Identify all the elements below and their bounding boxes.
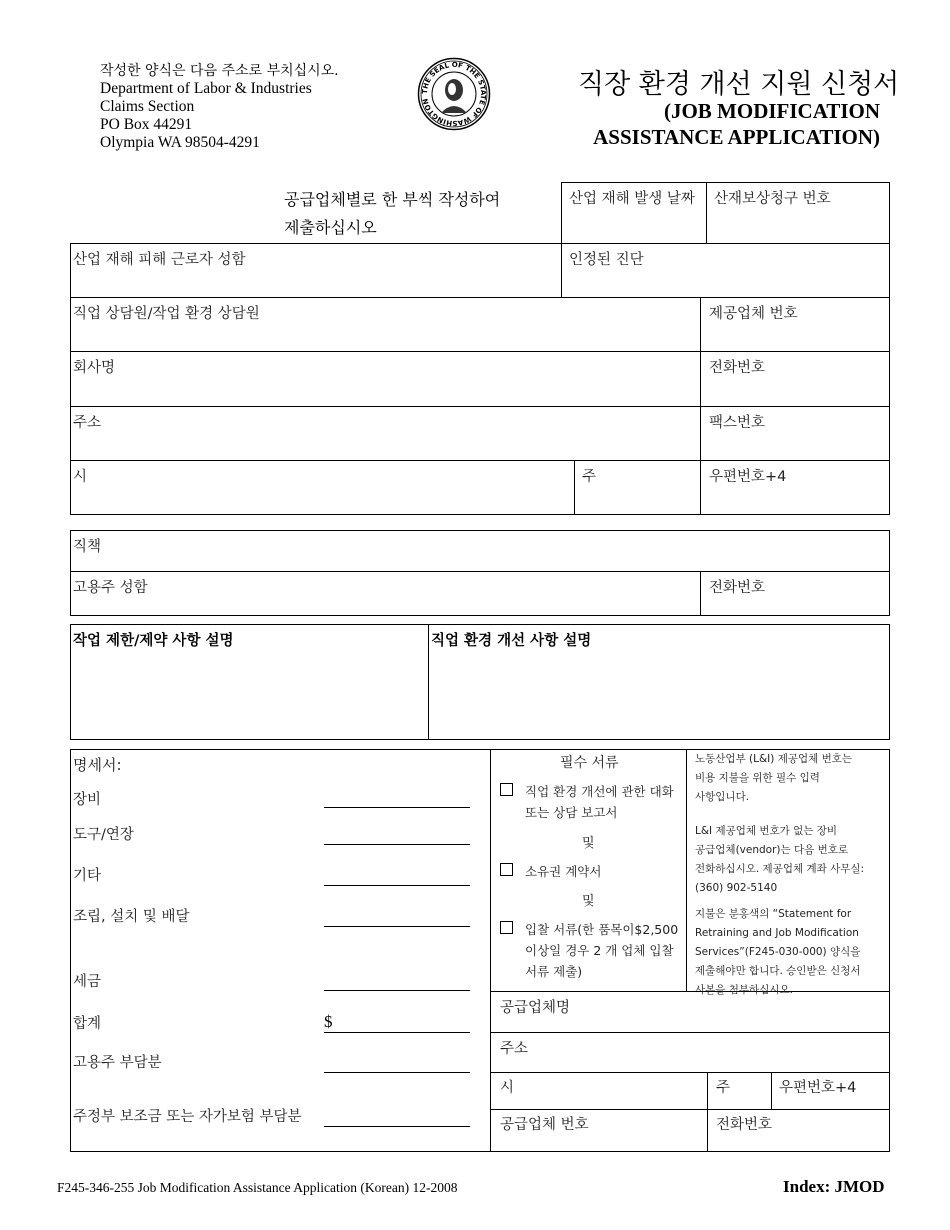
vendor-state-field[interactable]: 주 bbox=[716, 1080, 731, 1096]
ownership-contract-checkbox[interactable] bbox=[500, 863, 513, 876]
equipment-label: 장비 bbox=[73, 792, 102, 808]
instruction-line: 제출하십시오 bbox=[284, 218, 377, 237]
tools-amount-line[interactable] bbox=[324, 844, 470, 845]
other-amount-line[interactable] bbox=[324, 885, 470, 886]
assembly-amount-line[interactable] bbox=[324, 926, 470, 927]
mailing-address bbox=[100, 80, 312, 152]
title-english-line2: ASSISTANCE APPLICATION) bbox=[593, 125, 880, 149]
employment-section bbox=[70, 530, 890, 616]
doc3-line1: 입찰 서류(한 품목이$2,500 bbox=[525, 922, 679, 937]
total-label: 합계 bbox=[73, 1016, 102, 1032]
mailing-instruction: 작성한 양식은 다음 주소로 부치십시오. bbox=[100, 63, 339, 79]
payment-note bbox=[695, 905, 887, 1000]
doc1-line2: 또는 상담 보고서 bbox=[525, 805, 618, 820]
note-line: 사본을 첨부하십시오. bbox=[695, 984, 793, 996]
other-label: 기타 bbox=[73, 868, 102, 884]
phone-field[interactable]: 전화번호 bbox=[709, 360, 766, 376]
dollar-sign: $ bbox=[324, 1012, 333, 1031]
modifications-description-field[interactable]: 직업 환경 개선 사항 설명 bbox=[431, 633, 592, 649]
note-line: 공급업체(vendor)는 다음 번호로 bbox=[695, 844, 849, 856]
equipment-amount-line[interactable] bbox=[324, 807, 470, 808]
index-label: Index: JMOD bbox=[783, 1177, 885, 1196]
state-share-line[interactable] bbox=[324, 1126, 470, 1127]
vendor-name-field[interactable]: 공급업체명 bbox=[500, 1000, 571, 1016]
doc3-line3: 서류 제출) bbox=[525, 964, 583, 979]
note-line: 제출해야만 합니다. 승인받은 신청서 bbox=[695, 965, 861, 977]
address-line: Department of Labor & Industries bbox=[100, 80, 312, 97]
note-line: 지불은 분홍색의 “Statement for bbox=[695, 908, 852, 920]
vendor-call-note bbox=[695, 822, 887, 898]
bid-documents-checkbox[interactable] bbox=[500, 921, 513, 934]
note-line: (360) 902-5140 bbox=[695, 882, 778, 894]
and-label: 및 bbox=[582, 836, 595, 851]
employer-share-label: 고용주 부담분 bbox=[73, 1055, 162, 1071]
employer-phone-field[interactable]: 전화번호 bbox=[709, 580, 766, 596]
note-line: 사항입니다. bbox=[695, 791, 750, 803]
claim-number-field[interactable]: 산재보상청구 번호 bbox=[714, 191, 831, 207]
conversation-report-checkbox[interactable] bbox=[500, 783, 513, 796]
vendor-city-field[interactable]: 시 bbox=[500, 1080, 515, 1096]
worker-name-field[interactable]: 산업 재해 피해 근로자 성함 bbox=[73, 252, 246, 268]
restrictions-description-field[interactable]: 작업 제한/제약 사항 설명 bbox=[73, 633, 234, 649]
instruction-line: 공급업체별로 한 부씩 작성하여 bbox=[284, 190, 501, 209]
zip-field[interactable]: 우편번호+4 bbox=[709, 469, 787, 485]
vendor-address-field[interactable]: 주소 bbox=[500, 1041, 529, 1057]
note-line: 노동산업부 (L&I) 제공업체 번호는 bbox=[695, 753, 853, 765]
itemization-title: 명세서: bbox=[73, 756, 122, 774]
address-line: Olympia WA 98504-4291 bbox=[100, 134, 260, 151]
required-docs-title: 필수 서류 bbox=[560, 755, 619, 771]
title-english bbox=[578, 98, 880, 150]
address-line: PO Box 44291 bbox=[100, 116, 193, 133]
address-field[interactable]: 주소 bbox=[73, 415, 102, 431]
title-korean: 직장 환경 개선 지원 신청서 bbox=[578, 69, 900, 100]
state-seal bbox=[417, 57, 491, 131]
total-amount-line[interactable] bbox=[324, 1032, 470, 1033]
employer-share-line[interactable] bbox=[324, 1072, 470, 1073]
tax-label: 세금 bbox=[73, 974, 102, 990]
employer-name-field[interactable]: 고용주 성함 bbox=[73, 580, 148, 596]
assembly-label: 조립, 설치 및 배달 bbox=[73, 909, 190, 925]
provider-number-note bbox=[695, 750, 887, 807]
doc2-label: 소유권 계약서 bbox=[525, 864, 602, 879]
address-line: Claims Section bbox=[100, 98, 195, 115]
vendor-number-field[interactable]: 공급업체 번호 bbox=[500, 1117, 589, 1133]
and-label: 및 bbox=[582, 894, 595, 909]
note-line: Services”(F245-030-000) 양식을 bbox=[695, 946, 861, 958]
title-english-line1: (JOB MODIFICATION bbox=[663, 99, 880, 123]
state-field[interactable]: 주 bbox=[582, 469, 597, 485]
counselor-field[interactable]: 직업 상담원/작업 환경 상담원 bbox=[73, 306, 260, 322]
form-instruction bbox=[284, 186, 500, 242]
note-line: 전화하십시오. 제공업체 계좌 사무실: bbox=[695, 863, 865, 875]
seal-text: THE SEAL OF THE STATE OF WASHINGTON bbox=[420, 60, 488, 128]
vendor-zip-field[interactable]: 우편번호+4 bbox=[779, 1080, 857, 1096]
tools-label: 도구/연장 bbox=[73, 827, 134, 843]
note-line: 비용 지불을 위한 필수 입력 bbox=[695, 772, 820, 784]
doc1-line1: 직업 환경 개선에 관한 대화 bbox=[525, 784, 674, 799]
note-line: L&I 제공업체 번호가 없는 장비 bbox=[695, 825, 838, 837]
job-title-field[interactable]: 직책 bbox=[73, 539, 102, 555]
vendor-phone-field[interactable]: 전화번호 bbox=[716, 1117, 773, 1133]
city-field[interactable]: 시 bbox=[73, 469, 88, 485]
form-id: F245-346-255 Job Modification Assistance Application (Korean) 12-2008 bbox=[57, 1180, 458, 1195]
injury-date-field[interactable]: 산업 재해 발생 날짜 bbox=[569, 191, 695, 207]
tax-amount-line[interactable] bbox=[324, 990, 470, 991]
company-name-field[interactable]: 회사명 bbox=[73, 360, 116, 376]
accepted-diagnosis-field[interactable]: 인정된 진단 bbox=[569, 252, 644, 268]
provider-number-field[interactable]: 제공업체 번호 bbox=[709, 306, 798, 322]
doc3-line2: 이상일 경우 2 개 업체 입찰 bbox=[525, 943, 674, 958]
fax-field[interactable]: 팩스번호 bbox=[709, 415, 766, 431]
state-share-label: 주정부 보조금 또는 자가보험 부담분 bbox=[73, 1109, 302, 1125]
note-line: Retraining and Job Modification bbox=[695, 927, 859, 939]
